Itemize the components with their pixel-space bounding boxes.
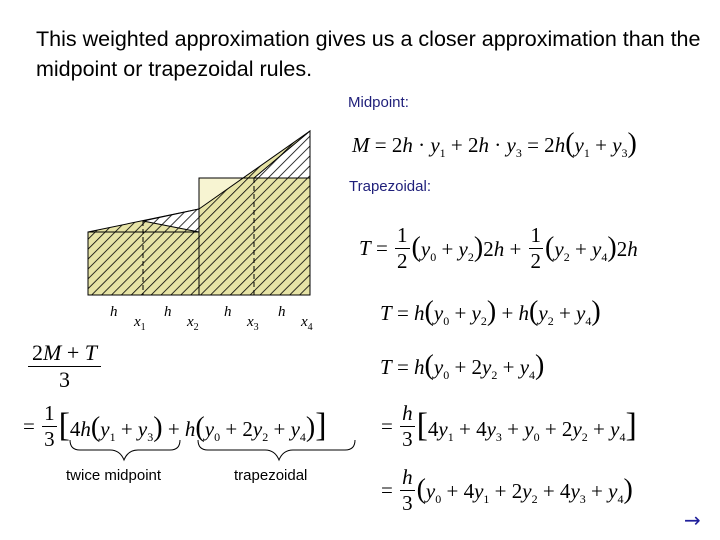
twice-midpoint-label: twice midpoint — [66, 467, 162, 484]
next-slide-arrow[interactable]: → — [684, 508, 701, 532]
h-label-4: h — [278, 304, 286, 320]
trapezoidal-small-label: trapezoidal — [234, 467, 308, 484]
x2-label: $x_2$ — [187, 314, 199, 333]
trapezoidal-formula-3: $T = h(y_0 + 2y_2 + y_4)$ — [380, 350, 545, 383]
slide-title: This weighted approximation gives us a closer approximation than the midpoint or trapezoidal rules. — [36, 27, 701, 81]
simpson-formula-2: = h 3 $(y_0 + 4y_1 + 2y_2 + 4y_3 + y_4)$ — [381, 465, 633, 515]
x3-label: $x_3$ — [247, 314, 259, 333]
x4-label: $x_4$ — [301, 314, 313, 333]
midpoint-formula: $M = 2h \cdot y_1 + 2h \cdot y_3 = 2h(y_1 + y_3)$ — [352, 128, 637, 161]
trapezoidal-label: Trapezoidal: — [349, 178, 431, 195]
h-label-2: h — [164, 304, 172, 320]
excess-triangle-top — [254, 131, 310, 178]
expanded-formula: = 1 3 $[4h(y_1 + y_3) + h(y_0 + 2y_2 + y_4)]$ — [23, 401, 327, 451]
weighted-fraction: $\frac{2M + T}{3}$ — [28, 340, 101, 393]
trapezoidal-formula-1: T = 1 2 $(y_0 + y_2)2h$ + 1 2 $(y_2 + y_4)2h$ — [359, 223, 638, 273]
h-label-3: h — [224, 304, 232, 320]
midpoint-label: Midpoint: — [348, 94, 409, 111]
trapezoidal-formula-2: $T = h(y_0 + y_2) + h(y_2 + y_4)$ — [380, 296, 601, 329]
h-label-1: h — [110, 304, 118, 320]
simpson-formula-1: = h 3 $[4y_1 + 4y_3 + y_0 + 2y_2 + y_4]$ — [381, 401, 637, 451]
x1-label: $x_1$ — [134, 314, 146, 333]
